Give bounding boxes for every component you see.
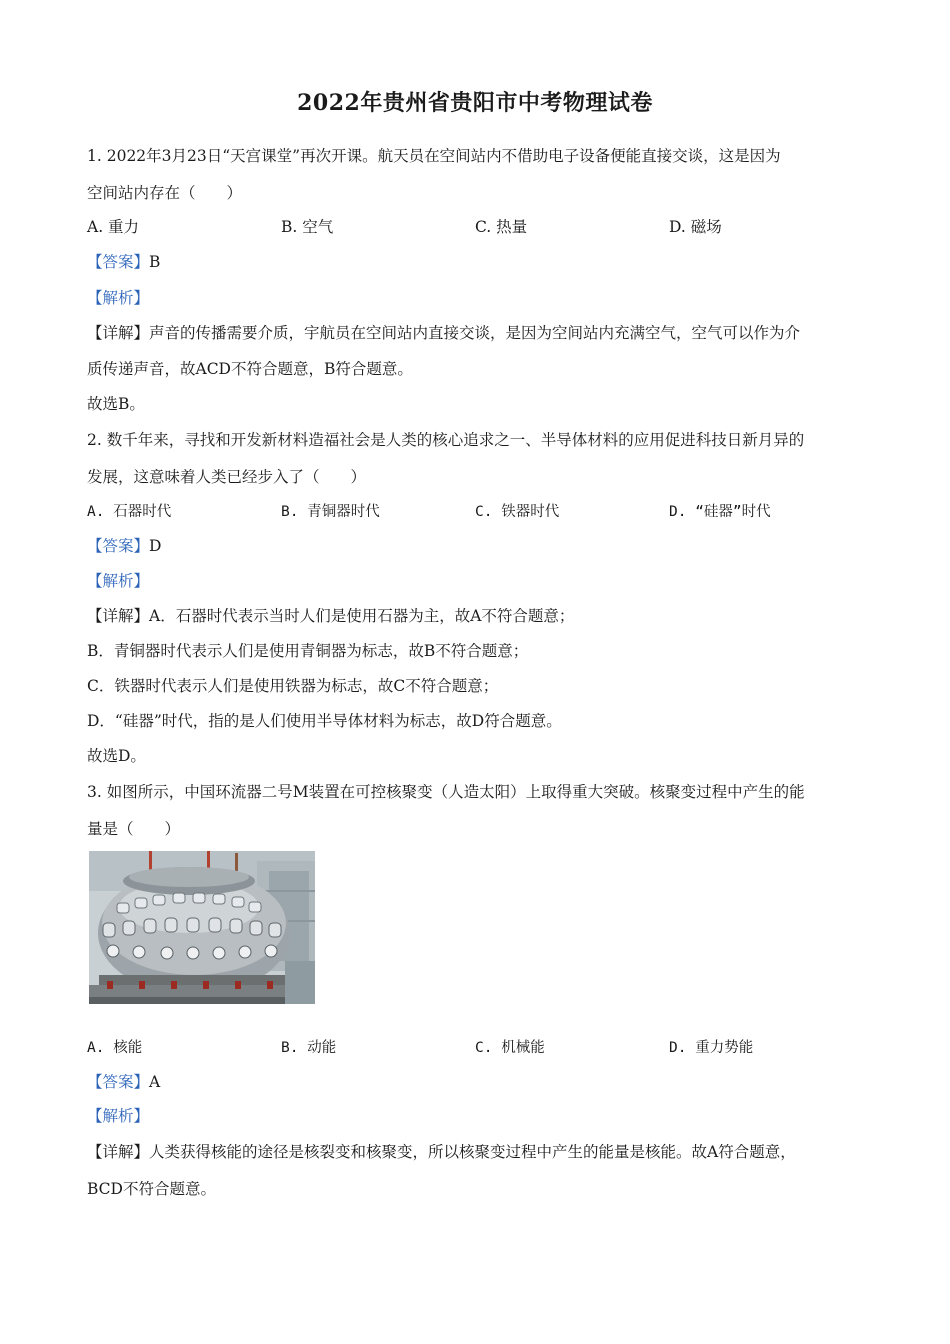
q2-answer-tag: 【答案】: [87, 537, 150, 555]
q3-stem-line2: 量是（ ）: [87, 820, 181, 838]
q2-option-c: C. 铁器时代: [475, 504, 560, 520]
q1-options: [87, 216, 867, 238]
q1-conclusion: 故选B。: [87, 395, 145, 413]
q2-option-a: A. 石器时代: [87, 504, 172, 520]
q2-answer-value: D: [149, 537, 162, 555]
q3-detail-line2: BCD不符合题意。: [87, 1180, 216, 1198]
q3-detail-line1: 【详解】人类获得核能的途径是核裂变和核聚变，所以核聚变过程中产生的能量是核能。故A符合题意，: [87, 1143, 796, 1161]
page-title: 2022年贵州省贵阳市中考物理试卷: [297, 90, 653, 116]
q2-detail-line1: 【详解】A．石器时代表示当时人们是使用石器为主，故A不符合题意；: [87, 607, 575, 625]
q2-detail-line4: D．“硅器”时代，指的是人们使用半导体材料为标志，故D符合题意。: [87, 712, 562, 730]
q2-option-d: D. “硅器”时代: [669, 504, 771, 520]
q1-analysis-tag: 【解析】: [87, 289, 150, 307]
q3-stem-line1: 3. 如图所示，中国环流器二号M装置在可控核聚变（人造太阳）上取得重大突破。核聚变过程中产生的能: [87, 783, 805, 801]
q3-answer-tag: 【答案】: [87, 1073, 150, 1091]
q1-answer-tag: 【答案】: [87, 253, 150, 271]
q1-option-c: C. 热量: [475, 218, 528, 236]
q3-options: [87, 1037, 867, 1059]
q2-detail-line2: B．青铜器时代表示人们是使用青铜器为标志，故B不符合题意；: [87, 642, 529, 660]
q2-option-b: B. 青铜器时代: [281, 504, 380, 520]
q1-detail-line1: 【详解】声音的传播需要介质，宇航员在空间站内直接交谈，是因为空间站内充满空气，空气可以作为介: [87, 324, 801, 342]
q3-answer: [87, 1071, 867, 1093]
q3-option-b: B. 动能: [281, 1040, 337, 1056]
q1-option-b: B. 空气: [281, 218, 334, 236]
q3-option-a: A. 核能: [87, 1040, 143, 1056]
q3-analysis-tag: 【解析】: [87, 1107, 150, 1125]
q1-stem-line2: 空间站内存在（ ）: [87, 184, 243, 202]
tokamak-photo: [89, 851, 315, 1004]
q1-answer-value: B: [149, 253, 161, 271]
q2-analysis-tag: 【解析】: [87, 572, 150, 590]
q2-stem-line1: 2. 数千年来，寻找和开发新材料造福社会是人类的核心追求之一、半导体材料的应用促进科技日新月异的: [87, 431, 805, 449]
q2-answer: [87, 535, 867, 557]
q3-option-c: C. 机械能: [475, 1040, 545, 1056]
q1-option-d: D. 磁场: [669, 218, 722, 236]
q2-options: [87, 501, 867, 523]
q2-conclusion: 故选D。: [87, 747, 146, 765]
q1-stem-line1: 1. 2022年3月23日“天宫课堂”再次开课。航天员在空间站内不借助电子设备便能直接交谈，这是因为: [87, 147, 781, 165]
q3-answer-value: A: [149, 1073, 161, 1091]
q1-answer: [87, 251, 867, 273]
q1-option-a: A. 重力: [87, 218, 140, 236]
q3-option-d: D. 重力势能: [669, 1040, 754, 1056]
q2-detail-line3: C．铁器时代表示人们是使用铁器为标志，故C不符合题意；: [87, 677, 499, 695]
q2-stem-line2: 发展，这意味着人类已经步入了（ ）: [87, 468, 367, 486]
q1-detail-line2: 质传递声音，故ACD不符合题意，B符合题意。: [87, 360, 413, 378]
